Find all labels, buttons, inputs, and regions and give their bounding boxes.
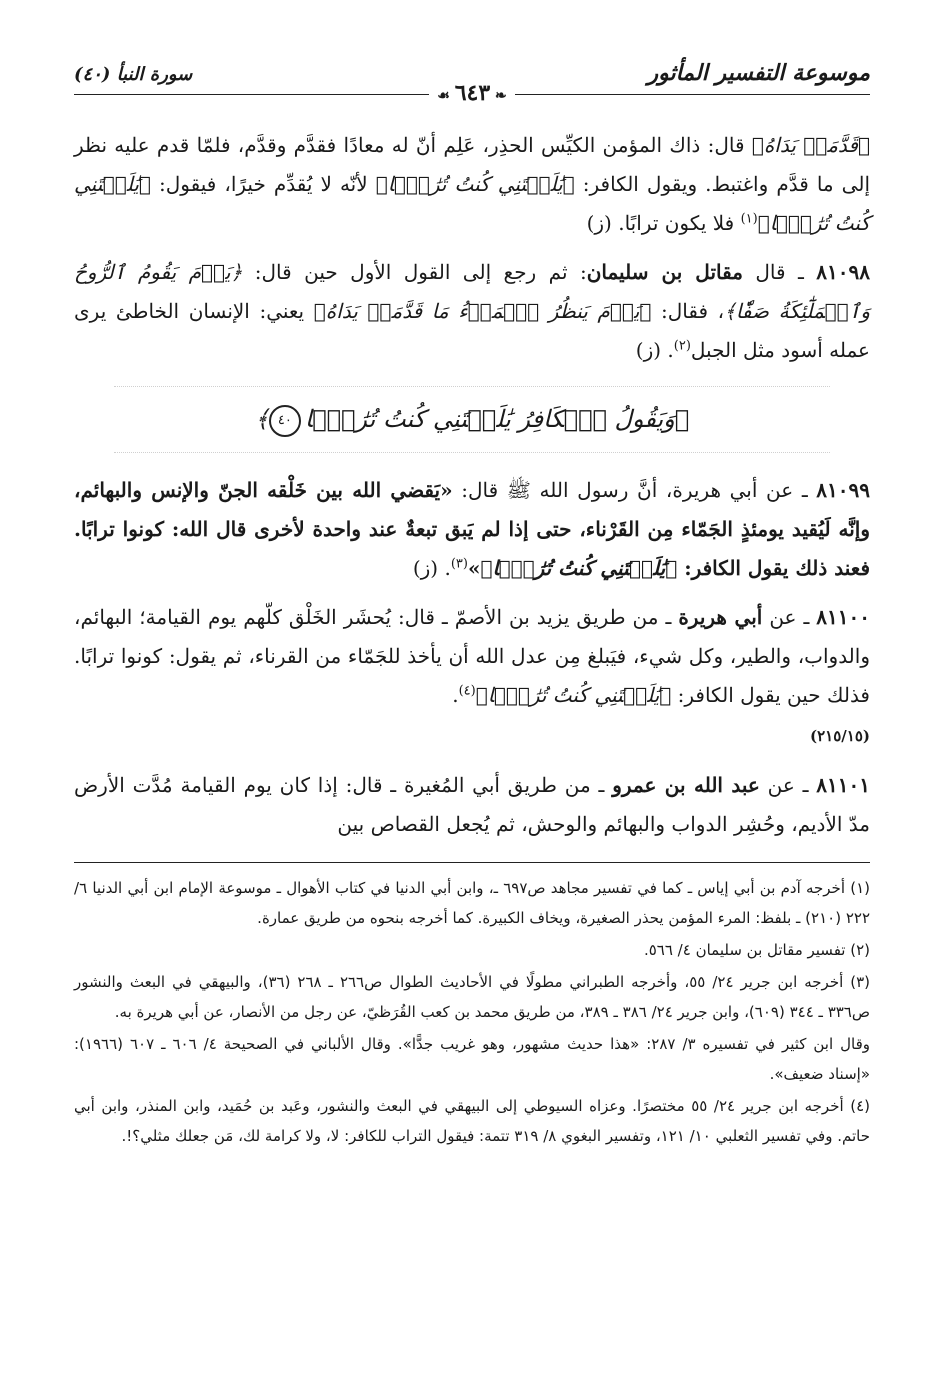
text-run: ـ عن أبي هريرة، أنَّ رسول الله ﷺ قال:: [452, 478, 817, 502]
entry-number: ٨١٠٩٩: [816, 478, 871, 502]
text-run: ـ من طريق يزيد بن الأصمّ ـ قال: يُحشَر الخَلْق كلّهم يوم القيامة؛ البهائم، والدواب، والطير، وكل شيء، فيَبلغ مِن عدل الله أن يأخذ للجَمّاء من القرناء، ثم يقول: كونوا ترابًا. فذلك حين يقول الكافر:: [74, 605, 870, 707]
footnote-ref: (١): [740, 211, 758, 227]
quran-quote: ﴿يَٰلَيۡتَنِي كُنتُ تُرَٰبَۢا﴾: [375, 172, 575, 196]
footnote: (١) أخرجه آدم بن أبي إياس ـ كما في تفسير مجاهد ص٦٩٧ ـ، وابن أبي الدنيا في كتاب الأهوال ـ موسوعة الإمام ابن أبي الدنيا ٦/ ٢٢٢ (٢١٠) ـ بلفظ: المرء المؤمن يحذر الصغيرة، ويخاف الكبيرة. كما أخرجه بنحوه من طريق عمارة.: [74, 879, 870, 927]
surah-title: سورة النبأ (٤٠): [74, 64, 193, 85]
text-run: ـ قال: [742, 260, 817, 284]
verse-close: ﴾: [254, 405, 269, 433]
paragraph: [74, 598, 870, 756]
divider: [114, 386, 830, 387]
quran-quote: ﴿يَوۡمَ يَنظُرُ ٱلۡمَرۡءُ مَا قَدَّمَتۡ يَدَاهُ﴾: [313, 299, 652, 323]
page-number: ٦٤٣: [454, 80, 491, 106]
ayah-number-icon: ٤٠: [269, 405, 301, 437]
footnote: (٣) أخرجه ابن جرير ٢٤/ ٥٥، وأخرجه الطبراني مطولًا في الأحاديث الطوال ص٢٦٦ ـ ٢٦٨ (٣٦)، والبيهقي في البعث والنشور ص٣٣٦ ـ ٣٤٤ (٦٠٩)، وابن جرير ٢٤/ ٣٨٦ ـ ٣٨٩، من طريق محمد بن كعب القُرَظيّ، عن رجل من الأنصار، عن أبي هريرة به.: [74, 973, 871, 1021]
paragraph: [74, 126, 870, 243]
hadith-text: «يَقضي الله بين خَلْقه الجنّ والإنس والبهائم، وإنَّه لَيُقيد يومئذٍ الجَمّاء مِن القَرْناء، حتى إذا لم يَبق تبعةٌ عند واحدة لأخرى قال الله: كونوا ترابًا. فعند ذلك يقول الكافر:: [74, 478, 870, 580]
footnote-ref: (٤): [458, 683, 476, 699]
narrator-name: أبي هريرة: [678, 605, 763, 629]
footnote-ref: (٣): [450, 556, 468, 572]
main-text: [74, 126, 870, 844]
text-run: ، فقال:: [651, 299, 725, 323]
footnote: وقال ابن كثير في تفسيره ٣/ ٢٨٧: «هذا حديث مشهور، وهو غريب جدًّا». وقال الألباني في الصحيحة ٤/ ٦٠٦ ـ ٦٠٧ (١٩٦٦): «إسناد ضعيف».: [74, 1035, 870, 1083]
document-page: [74, 52, 870, 1153]
narrator-name: مقاتل بن سليمان: [586, 260, 743, 284]
paragraph: [74, 471, 870, 588]
text-run: . (ز): [412, 556, 451, 580]
text-run: يعني: الإنسان الخاطئ يرى عمله أسود مثل الجبل: [74, 299, 870, 362]
text-run: . (ز): [635, 338, 674, 362]
entry-number: ٨١٠٩٨: [816, 260, 870, 284]
quran-quote: ﴿قَدَّمَتۡ يَدَاهُ﴾: [751, 133, 870, 157]
quran-quote: ﴿يَٰلَيۡتَنِي كُنتُ تُرَٰبَۢا﴾: [475, 683, 672, 707]
narrator-name: عبد الله بن عمرو: [612, 773, 760, 797]
footnote: (٢) تفسير مقاتل بن سليمان ٤/ ٥٦٦.: [643, 941, 870, 959]
text-run: ـ عن: [759, 773, 817, 797]
divider: [114, 452, 830, 453]
ornament-icon: ❧: [490, 88, 507, 104]
text-run: لأنّه لا يُقدِّم خيرًا، فيقول:: [150, 172, 376, 196]
paragraph: [74, 766, 870, 844]
paragraph: [74, 253, 870, 370]
text-run: ـ من طريق أبي المُغيرة ـ قال: إذا كان يوم القيامة مُدَّت الأرض مدّ الأديم، وحُشِر الدواب والبهائم والوحش، ثم يُجعل القصاص بين: [74, 773, 870, 836]
page-number-block: [74, 80, 870, 106]
footnote: (٤) أخرجه ابن جرير ٢٤/ ٥٥ مختصرًا. وعزاه السيوطي إلى البيهقي في البعث والنشور، وعَبد بن حُمَيد، وابن المنذر، وابن أبي حاتم. وفي تفسير الثعلبي ١٠/ ١٢١، وتفسير البغوي ٨/ ٣١٩ تتمة: فيقول التراب للكافر: لا، ولا كرامة لك، مَن جعلك مثلي؟!.: [74, 1097, 870, 1145]
verse-heading: [74, 400, 870, 439]
verse-text: ﴿وَيَقُولُ ٱلۡكَافِرُ يَٰلَيۡتَنِي كُنتُ تُرَٰبَۢا: [304, 405, 690, 433]
quran-quote: ﴿يَٰلَيۡتَنِي كُنتُ تُرَٰبَۢا﴾: [480, 556, 678, 580]
footnotes: [74, 873, 870, 1151]
book-title: موسوعة التفسير المأثور: [647, 60, 870, 86]
text-run: فلا يكون ترابًا. (ز): [586, 211, 741, 235]
ornament-icon: ☙: [437, 88, 455, 104]
footnote-ref: (٢): [673, 338, 691, 354]
quran-quote: ﴿يَٰلَيۡتَنِي كُنتُ تُرَٰبَۢا﴾: [74, 172, 870, 235]
entry-number: ٨١١٠١: [816, 773, 871, 797]
volume-ref: (٢١٥/١٥): [810, 727, 870, 745]
footnote-separator: [74, 862, 870, 863]
text-run: قال: ذاك المؤمن الكيِّس الحذِر، عَلِم أنّ له معادًا فقدَّم وقدَّم، فلمّا قدم عليه نظر إلى ما قدَّم واغتبط. ويقول الكافر:: [74, 133, 870, 196]
text-run: ـ عن: [762, 605, 817, 629]
page-header: [74, 52, 870, 104]
text-run: .: [452, 683, 459, 707]
entry-number: ٨١١٠٠: [816, 605, 871, 629]
text-run: : ثم رجع إلى القول الأول حين قال:: [242, 260, 587, 284]
text-run: »: [467, 556, 481, 580]
quran-quote: ﴿يَوۡمَ يَقُومُ ٱلرُّوحُ وَٱلۡمَلَٰٓئِكَةُ صَفّٗا﴾: [74, 260, 870, 323]
